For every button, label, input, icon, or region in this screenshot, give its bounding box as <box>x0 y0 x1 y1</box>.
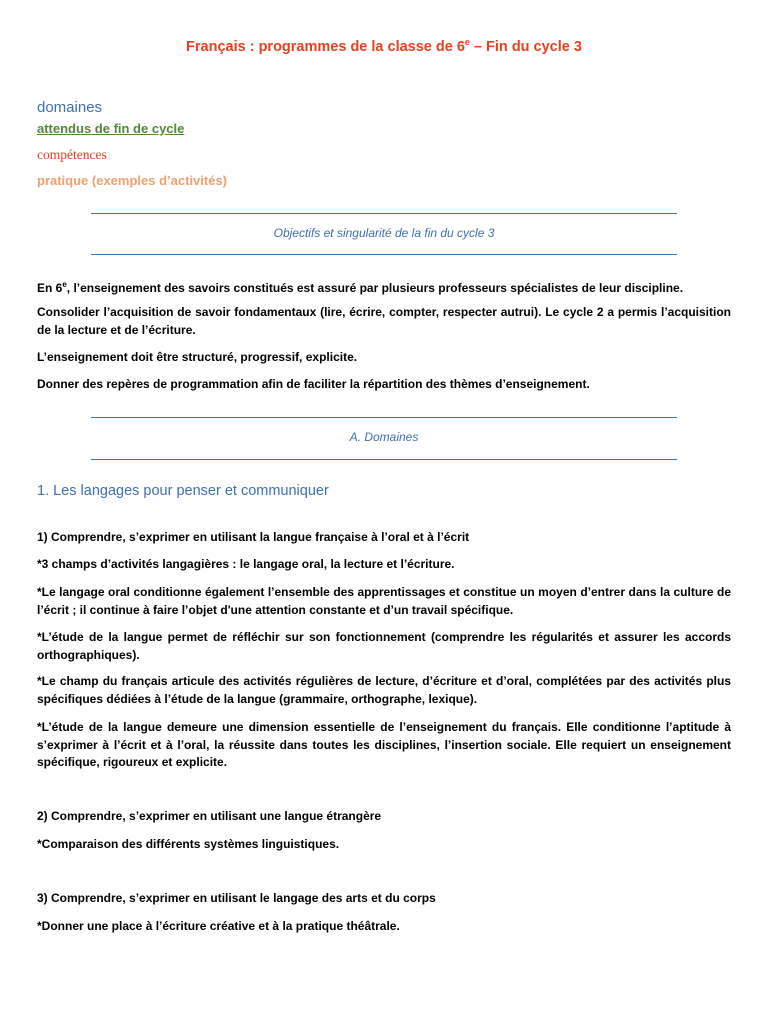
divider <box>91 213 677 214</box>
subsection-heading: 2) Comprendre, s’exprimer en utilisant une langue étrangère <box>37 809 382 823</box>
bullet-paragraph: *L’étude de la langue permet de réfléchir sur son fonctionnement (comprendre les régularités et assurer les accords orthographiques). <box>37 630 731 662</box>
section-heading-domaines: A. Domaines <box>349 430 419 444</box>
legend-domaines: domaines <box>37 99 103 116</box>
bullet-paragraph: *Le champ du français articule des activités régulières de lecture, d’écriture et d’oral, complétées par des activités plus spécifiques dédiées à l’étude de la langue (grammaire, orthographe, lexique). <box>37 674 731 706</box>
divider <box>91 254 677 255</box>
divider <box>91 459 677 460</box>
page-title: Français : programmes de la classe de 6e – Fin du cycle 3 <box>186 37 582 55</box>
legend-competences: compétences <box>37 147 107 162</box>
intro-paragraph: En 6e, l’enseignement des savoirs constitués est assuré par plusieurs professeurs spécialistes de leur discipline. <box>37 280 684 295</box>
bullet-paragraph: *L’étude de la langue demeure une dimension essentielle de l’enseignement du français. Elle conditionne l’aptitude à s’exprimer à l’écrit et à l’oral, la réussite dans toutes les disciplines, l’insertion sociale. Elle requiert un enseignement spécifique, rigoureux et explicite. <box>37 720 731 769</box>
subsection-heading: 3) Comprendre, s’exprimer en utilisant le langage des arts et du corps <box>37 891 436 905</box>
bullet-paragraph: *Donner une place à l’écriture créative et à la pratique théâtrale. <box>37 919 400 933</box>
legend-attendus: attendus de fin de cycle <box>37 121 185 136</box>
legend-pratique: pratique (exemples d’activités) <box>37 173 228 188</box>
bullet-paragraph: *Le langage oral conditionne également l’ensemble des apprentissages et constitue un moyen d’entrer dans la culture de l’écrit ; il continue à faire l’objet d'une attention constante et d’un travail spécifique. <box>37 585 731 617</box>
divider <box>91 417 677 418</box>
intro-paragraph: L’enseignement doit être structuré, progressif, explicite. <box>37 350 358 364</box>
subsection-heading: 1) Comprendre, s’exprimer en utilisant la langue française à l’oral et à l’écrit <box>37 530 470 544</box>
intro-paragraph: Consolider l’acquisition de savoir fondamentaux (lire, écrire, compter, respecter autrui). Le cycle 2 a permis l’acquisition de la lecture et de l’écriture. <box>37 305 731 337</box>
intro-paragraph: Donner des repères de programmation afin de faciliter la répartition des thèmes d’enseignement. <box>37 377 590 391</box>
section-heading-objectifs: Objectifs et singularité de la fin du cycle 3 <box>273 226 495 240</box>
bullet-paragraph: *Comparaison des différents systèmes linguistiques. <box>37 837 340 851</box>
bullet-paragraph: *3 champs d’activités langagières : le langage oral, la lecture et l’écriture. <box>37 557 455 571</box>
domain-heading: 1. Les langages pour penser et communiquer <box>37 483 329 499</box>
